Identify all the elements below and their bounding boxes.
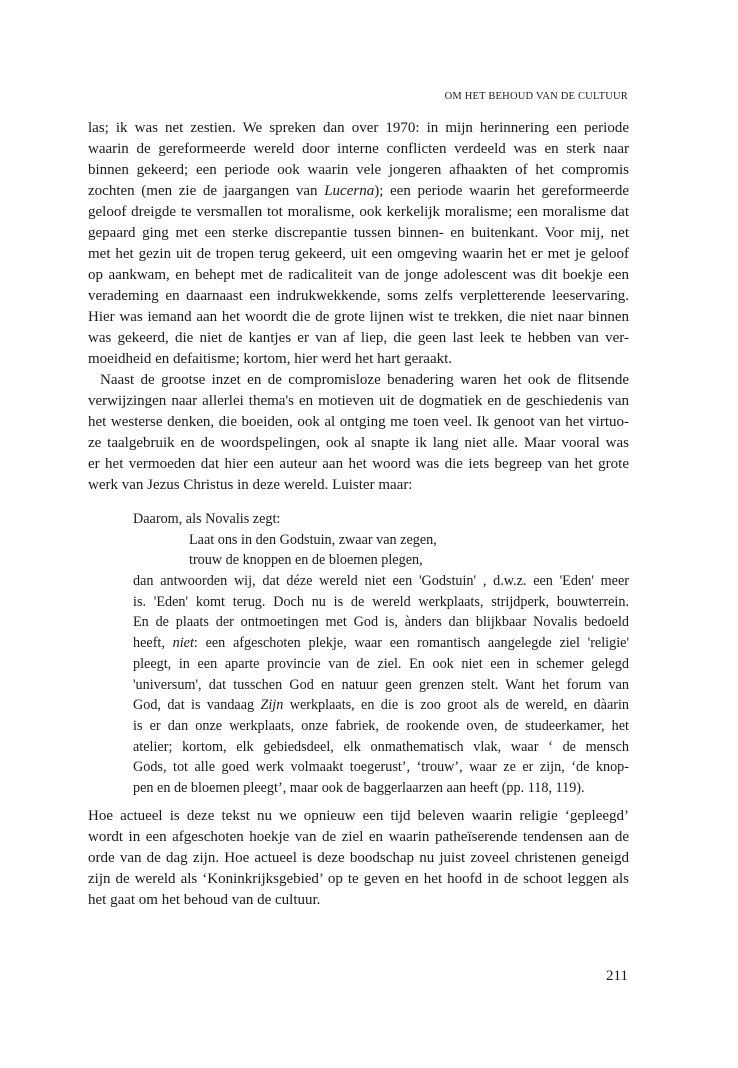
text-line: dan antwoorden wij, dat déze wereld niet een 'Godstuin' , d.w.z. een 'Eden' meer (133, 573, 629, 590)
text-line: verwijzingen naar allerlei thema's en motieven uit de dogmatiek en de geschiedenis van (88, 393, 629, 409)
text-line: geloof dreigde te versmallen tot moralisme, ook kerkelijk moralisme; een moralisme dat (88, 204, 629, 220)
quote-opening: Daarom, als Novalis zegt: (133, 511, 281, 527)
text-line: gepaard ging met een sterke discrepantie tussen binnen- en buitenkant. Voor mij, net (88, 225, 629, 241)
text-line: las; ik was net zestien. We spreken dan over 1970: in mijn herinnering een periode (88, 120, 629, 136)
italic-text: Zijn (260, 697, 284, 714)
text-line: waarin de gereformeerde wereld door interne conflicten verdeeld was en sterk naar (88, 141, 629, 157)
running-head: OM HET BEHOUD VAN DE CULTUUR (444, 91, 628, 102)
text-line: zijn de wereld als ‘Koninkrijksgebied’ op te geven en het hoofd in de schoot leggen als (88, 871, 629, 887)
block-quote (133, 509, 629, 799)
text-line: er het vermoeden dat hier een auteur aan het woord was die iets begreep van het grote (88, 456, 629, 472)
text-line: was gekeerd, die niet de kantjes er van af liep, die geen last leek te hebben van ver- (88, 330, 629, 346)
text-line: orde van de dag zijn. Hoe actueel is deze boodschap nu juist zoveel christenen geneigd (88, 850, 629, 866)
paragraph-1 (88, 118, 629, 370)
paragraph-2 (88, 370, 629, 496)
text-line: verademing en daarnaast een indrukwekkende, soms zelfs verpletterende leeservaring. (88, 288, 629, 304)
text-line: het westerse denken, die boeiden, ook al ontging me toen veel. Ik genoot van het virtuo- (88, 414, 629, 430)
text-line: Naast de grootse inzet en de compromisloze benadering waren het ook de flitsende (100, 372, 629, 388)
text-line: het gaat om het behoud van de cultuur. (88, 892, 321, 908)
page-number: 211 (606, 968, 628, 984)
text-line: Hier was iemand aan het woordt die de grote lijnen wist te trekken, die niet naar binnen (88, 309, 629, 325)
text-line: atelier; kortom, elk gebiedsdeel, elk onmathematisch vlak, waar ‘ de mensch (133, 738, 629, 755)
text-line: is. 'Eden' komt terug. Doch nu is de wereld werkplaats, strijdperk, bouwterrein. (133, 593, 629, 610)
italic-text: Lucerna (324, 183, 375, 199)
text-line: moeidheid en defaitisme; kortom, hier werd het hart geraakt. (88, 351, 453, 367)
paragraph-3 (88, 806, 629, 911)
text-line: wordt in een afgeschoten hoekje van de ziel en waarin patheïserende tendensen aan de (88, 829, 629, 845)
italic-text: niet (172, 635, 194, 652)
text-line: is er dan onze werkplaats, onze fabriek, de rookende oven, de studeerkamer, het (133, 717, 629, 734)
text-line: En de plaats der ontmoetingen met God is, ànders dan blijkbaar Novalis bedoeld (133, 614, 629, 631)
quote-verse-line: trouw de knoppen en de bloemen plegen, (189, 552, 423, 569)
text-line: op aankwam, en behept met de radicaliteit van de jonge adolescent was dit boekje een (88, 267, 629, 283)
text-line: ze taalgebruik en de woordspelingen, ook al snapte ik lang niet alle. Maar vooral was (88, 435, 629, 451)
text-line: pen en de bloemen pleegt’, maar ook de baggerlaarzen aan heeft (pp. 118, 119). (133, 779, 585, 796)
text-line: Gods, tot alle goed werk volmaakt toegerust’, ‘trouw’, waar ze er zijn, ‘de knop- (133, 759, 629, 776)
text-line: binnen gekeerd; een periode ook waarin vele jongeren afhaakten of het compromis (88, 162, 629, 178)
quote-prose (133, 571, 629, 799)
text-line: heeft, niet: een afgeschoten plekje, waar een romantisch aangelegde ziel 'religie' (133, 635, 630, 652)
text-line: zochten (men zie de jaargangen van Lucerna); een periode waarin het gereformeerde (88, 183, 629, 199)
quote-verse-line: Laat ons in den Godstuin, zwaar van zegen, (189, 531, 437, 548)
text-line: God, dat is vandaag Zijn werkplaats, en die is zoo groot als de wereld, en dàarin (133, 697, 629, 714)
text-line: Hoe actueel is deze tekst nu we opnieuw een tijd beleven waarin religie ‘gepleegd’ (88, 808, 629, 824)
text-line: werk van Jezus Christus in deze wereld. Luister maar: (88, 477, 413, 493)
text-line: 'universum', dat tusschen God en natuur geen grenzen stelt. Want het forum van (133, 676, 629, 693)
text-line: met het gezin uit de tropen terug gekeerd, uit een omgeving waarin het er met je geloof (88, 246, 629, 262)
text-line: pleegt, in een aparte provincie van de ziel. En ook niet een in schemer gelegd (133, 655, 629, 672)
